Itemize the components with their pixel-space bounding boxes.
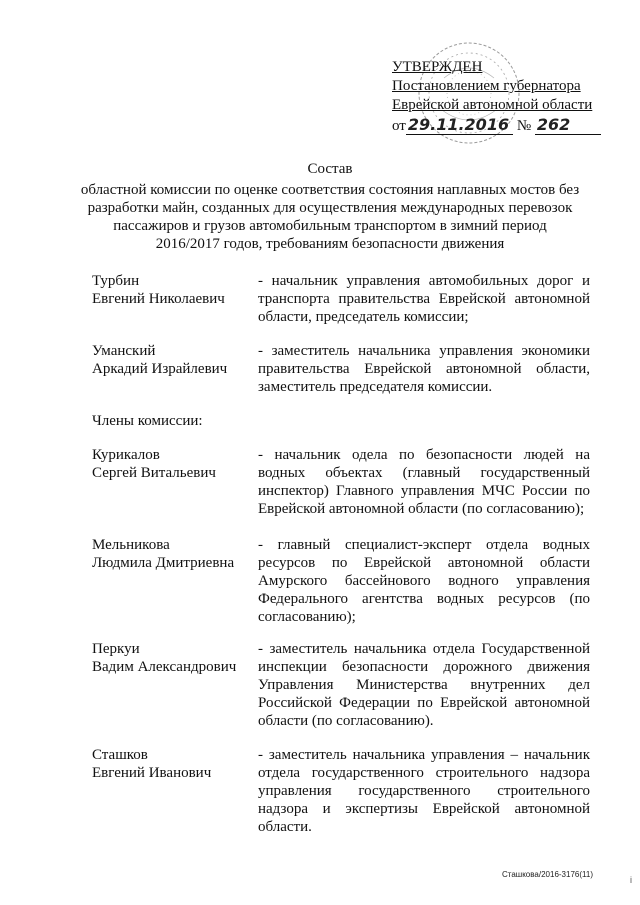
member-role: - заместитель начальника управления – начальник отдела государственного строительного надзора управления государственного строительного надзора и экспертизы Еврейской автономной области. (258, 747, 590, 835)
title-line-4: 2016/2017 годов, требованиям безопасности движения (155, 236, 505, 252)
title-line-2: разработки майн, созданных для осуществления международных перевозок (87, 200, 573, 216)
document-title (60, 160, 600, 253)
approval-number: 262 (535, 115, 601, 135)
member-role: - заместитель начальника отдела Государственной инспекции безопасности дорожного движения Управления Министерства внутренних дел Российской Федерации по Еврейской автономной области (по согласованию). (258, 641, 590, 729)
member-surname: Уманский (92, 343, 156, 359)
document-footer-code: Сташкова/2016-3176(11) (502, 870, 593, 879)
member-surname: Перкуи (92, 641, 140, 657)
member-role: - начальник управления автомобильных дорог и транспорта правительства Еврейской автономной области, председатель комиссии; (258, 273, 590, 325)
member-role: - начальник одела по безопасности людей на водных объектах (главный государственный инспектор) Главного управления МЧС России по Еврейской автономной области (по согласованию); (258, 447, 590, 517)
number-prefix: № (516, 118, 532, 134)
approval-block (392, 58, 632, 136)
member-given-name: Людмила Дмитриевна (92, 555, 235, 571)
approval-line-1: Постановлением губернатора (392, 78, 581, 94)
member-given-name: Евгений Николаевич (92, 291, 225, 307)
title-line-3: пассажиров и грузов автомобильным транспортом в зимний период (113, 218, 547, 234)
approval-line-2: Еврейской автономной области (392, 97, 593, 113)
member-name (92, 446, 262, 482)
member-given-name: Вадим Александрович (92, 659, 237, 675)
date-prefix: от (392, 118, 406, 134)
member-name (92, 536, 262, 572)
title-main: Состав (307, 161, 353, 177)
member-surname: Мельникова (92, 537, 170, 553)
member-name (92, 342, 262, 378)
member-role: - главный специалист-эксперт отдела водных ресурсов по Еврейской автономной области Амурского бассейнового водного управления Федерального агентства водных ресурсов (по согласованию); (258, 537, 590, 625)
member-name (92, 272, 262, 308)
edge-mark: i (630, 875, 632, 885)
member-given-name: Аркадий Израйлевич (92, 361, 228, 377)
title-line-1: областной комиссии по оценке соответствия состояния наплавных мостов без (80, 182, 580, 198)
approval-date-number-line (392, 115, 632, 136)
member-name (92, 746, 262, 782)
members-heading: Члены комиссии: (92, 413, 203, 429)
member-given-name: Сергей Витальевич (92, 465, 216, 481)
approval-heading: УТВЕРЖДЕН (392, 59, 483, 75)
member-surname: Сташков (92, 747, 148, 763)
member-given-name: Евгений Иванович (92, 765, 212, 781)
member-surname: Курикалов (92, 447, 160, 463)
member-surname: Турбин (92, 273, 140, 289)
member-name (92, 640, 262, 676)
member-role: - заместитель начальника управления экономики правительства Еврейской автономной области, заместитель председателя комиссии. (258, 343, 590, 395)
approval-date: 29.11.2016 (406, 115, 513, 135)
